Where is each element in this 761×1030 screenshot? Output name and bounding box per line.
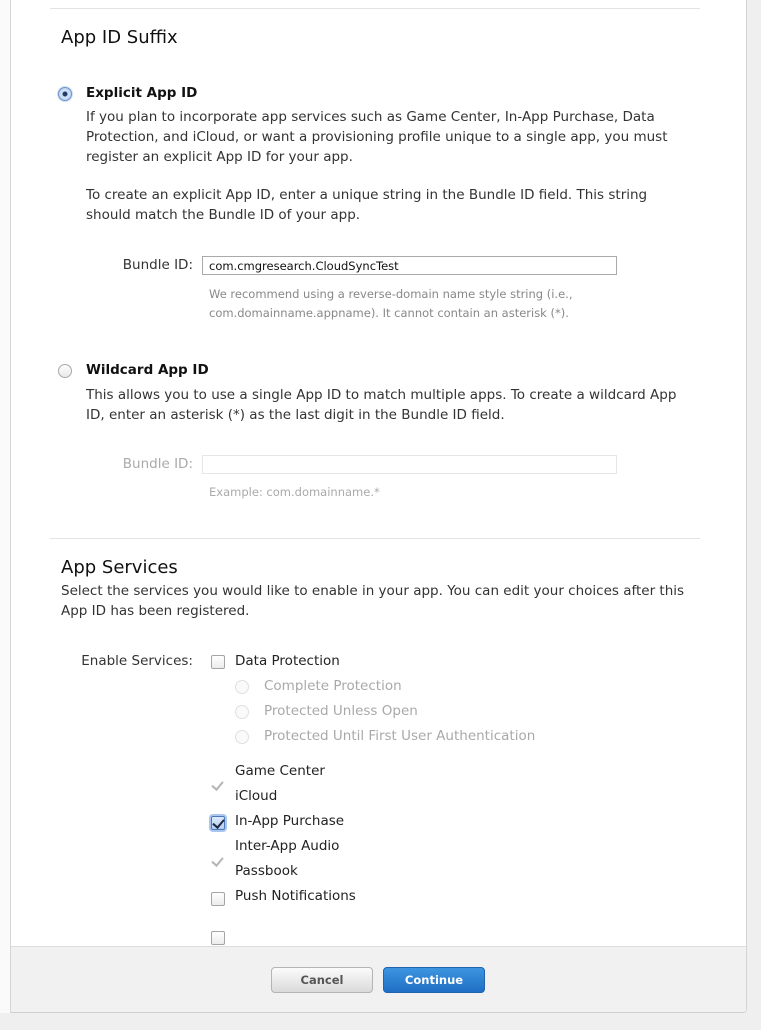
push-notifications-label: Push Notifications — [235, 888, 356, 904]
app-services-description: Select the services you would like to enable in your app. You can edit your choices after this App ID has been registered. — [61, 583, 685, 619]
wildcard-bundle-id-label: Bundle ID: — [122, 456, 193, 472]
data-protection-checkbox[interactable] — [211, 655, 225, 669]
wildcard-app-id-radio[interactable] — [58, 364, 72, 378]
inter-app-audio-checkbox[interactable] — [211, 892, 225, 906]
passbook-label: Passbook — [235, 863, 298, 879]
wildcard-hint: Example: com.domainname.* — [209, 485, 380, 499]
in-app-purchase-label: In-App Purchase — [235, 813, 345, 829]
complete-protection-label: Complete Protection — [264, 678, 402, 694]
game-center-checkbox[interactable] — [211, 779, 223, 791]
protected-unless-open-radio[interactable] — [235, 705, 249, 719]
app-id-form-panel — [11, 0, 747, 1013]
section-divider — [50, 538, 700, 539]
data-protection-label: Data Protection — [235, 653, 340, 669]
bundle-id-hint-line1: We recommend using a reverse-domain name style string (i.e., — [209, 287, 573, 301]
icloud-checkbox[interactable] — [211, 816, 225, 830]
complete-protection-radio[interactable] — [235, 680, 249, 694]
explicit-app-id-radio[interactable] — [58, 87, 72, 101]
protected-until-first-auth-label: Protected Until First User Authentication — [264, 728, 536, 744]
wildcard-bundle-id-input[interactable] — [202, 455, 617, 474]
icloud-label: iCloud — [235, 788, 278, 804]
cancel-button[interactable]: Cancel — [271, 967, 373, 993]
wildcard-app-id-title: Wildcard App ID — [86, 362, 209, 378]
continue-button[interactable]: Continue — [383, 967, 485, 993]
form-footer — [11, 946, 746, 1012]
bundle-id-hint-line2: com.domainname.appname). It cannot contain an asterisk (*). — [209, 306, 569, 320]
app-services-heading: App Services — [61, 557, 178, 578]
wildcard-description: This allows you to use a single App ID to match multiple apps. To create a wildcard App ID, enter an asterisk (*) as the last digit in the Bundle ID field. — [86, 387, 677, 423]
app-id-suffix-heading: App ID Suffix — [61, 27, 178, 48]
in-app-purchase-checkbox[interactable] — [211, 855, 223, 867]
explicit-description: If you plan to incorporate app services such as Game Center, In-App Purchase, Data Protection, and iCloud, or want a provisioning profile unique to a single app, you must register an explicit App ID for your app. — [86, 109, 668, 165]
top-divider — [50, 8, 700, 9]
explicit-bundle-id-label: Bundle ID: — [122, 257, 193, 273]
game-center-label: Game Center — [235, 763, 325, 779]
explicit-bundle-id-input[interactable] — [202, 256, 617, 275]
enable-services-label: Enable Services: — [81, 653, 193, 669]
explicit-instructions: To create an explicit App ID, enter a unique string in the Bundle ID field. This string should match the Bundle ID of your app. — [86, 187, 648, 223]
passbook-checkbox[interactable] — [211, 931, 225, 945]
protected-unless-open-label: Protected Unless Open — [264, 703, 418, 719]
inter-app-audio-label: Inter-App Audio — [235, 838, 340, 854]
protected-until-first-auth-radio[interactable] — [235, 730, 249, 744]
left-gutter — [0, 0, 11, 1013]
explicit-app-id-title: Explicit App ID — [86, 85, 198, 101]
